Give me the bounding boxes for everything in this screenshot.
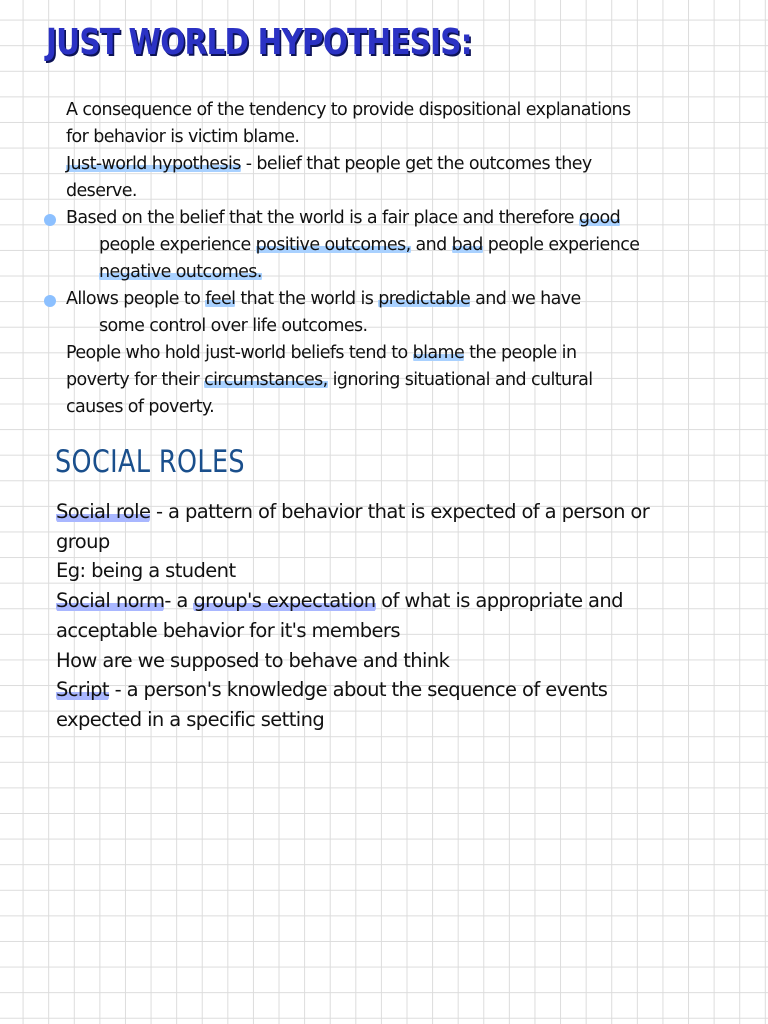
note-line <box>0 340 768 367</box>
note-text: - a person's knowledge about the sequence of events <box>108 678 608 702</box>
section-heading: SOCIAL ROLES <box>55 444 245 480</box>
note-line <box>0 97 768 124</box>
term-highlight: Social norm <box>56 589 165 613</box>
word-highlight: blame <box>412 343 465 363</box>
note-line <box>0 178 768 205</box>
note-line <box>56 527 766 557</box>
note-line <box>0 259 768 286</box>
note-text: deserve. <box>66 181 137 201</box>
note-line <box>0 394 768 421</box>
note-text: that the world is <box>235 289 379 309</box>
note-text: Based on the belief that the world is a fair place and therefore <box>66 208 579 228</box>
note-text: - belief that people get the outcomes they <box>240 154 592 174</box>
note-text: causes of poverty. <box>66 397 215 417</box>
note-text: people experience <box>99 235 256 255</box>
note-line <box>56 586 766 616</box>
note-line <box>0 124 768 151</box>
term-highlight: Script <box>56 678 109 702</box>
note-text: Allows people to <box>66 289 206 309</box>
note-line <box>56 497 766 527</box>
note-text: Eg: being a student <box>56 559 236 583</box>
word-highlight: feel <box>205 289 236 309</box>
note-line <box>0 367 768 394</box>
term-highlight: Just-world hypothesis <box>66 154 241 174</box>
note-text: ignoring situational and cultural <box>327 370 593 390</box>
note-line <box>0 313 768 340</box>
note-line <box>0 232 768 259</box>
term-highlight: Social role <box>56 500 151 523</box>
bullet-dot-icon <box>44 295 56 307</box>
note-text: of what is appropriate and <box>375 589 623 613</box>
word-highlight: positive outcomes, <box>255 235 411 255</box>
bullet-dot-icon <box>44 214 56 226</box>
word-highlight: circumstances, <box>204 370 328 390</box>
word-highlight: bad <box>451 235 483 255</box>
note-text: People who hold just-world beliefs tend to <box>66 343 413 363</box>
note-text: expected in a specific setting <box>56 707 325 731</box>
note-text: - a <box>164 589 194 613</box>
note-text: the people in <box>464 343 577 363</box>
bullet-line <box>0 286 768 313</box>
word-highlight: good <box>578 208 621 228</box>
note-text: and <box>410 235 452 255</box>
note-text: group <box>56 529 110 553</box>
note-text: poverty for their <box>66 370 205 390</box>
word-highlight: group's expectation <box>193 589 376 613</box>
word-highlight: predictable <box>378 289 471 309</box>
note-line <box>0 151 768 178</box>
note-line <box>56 705 766 735</box>
note-text: some control over life outcomes. <box>99 316 368 336</box>
note-line <box>56 616 766 646</box>
word-highlight: negative outcomes. <box>99 262 262 282</box>
note-text: people experience <box>482 235 640 255</box>
note-text: - a pattern of behavior that is expected of a person or <box>150 500 650 523</box>
note-text: and we have <box>470 289 581 309</box>
bullet-line <box>0 205 768 232</box>
note-text: for behavior is victim blame. <box>66 127 300 147</box>
note-line <box>56 556 766 586</box>
page-title: JUST WORLD HYPOTHESIS: <box>46 22 472 63</box>
note-text: acceptable behavior for it's members <box>56 618 400 642</box>
note-text: How are we supposed to behave and think <box>56 648 450 672</box>
social-roles-notes <box>56 497 766 735</box>
note-text: A consequence of the tendency to provide dispositional explanations <box>66 100 631 120</box>
note-line <box>56 646 766 676</box>
note-line <box>56 675 766 705</box>
just-world-notes <box>0 97 768 421</box>
